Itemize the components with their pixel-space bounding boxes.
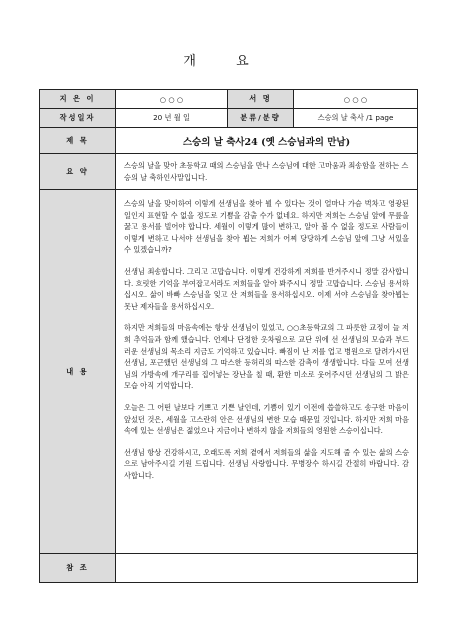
content-paragraph: 하지만 저희들의 마음속에는 항상 선생님이 있었고, ○○초등학교의 그 파릇한 교정이 늘 저희 추억들과 함께 했습니다. 언제나 단정한 옷차림으로 교단 위에 선 선생님의 모습과 부드러운 선생님의 목소리 지금도 기억하고 있습니다. 빠짐이 난 저를 업고 병원으로 달려가시던 선생님, 포근했던 선생님의 그 따스한 등허리의 따스한 감촉이 생생합니다. 다들 모여 선생님의 가방속에 개구리를 집어넣는 장난을 칠 때, 환한 미소로 웃어주시던 선생님의 그 밝은 모습 아직 기억합니다. xyxy=(124,323,409,391)
content-body xyxy=(116,190,418,554)
content-paragraph: 스승의 날을 맞이하여 이렇게 선생님을 찾아 뵐 수 있다는 것이 얼마나 가슴 벅차고 영광된 일인지 표현할 수 없을 정도로 기쁨을 감출 수가 없네요. 하지만 저희는 스승님 앞에 무릎을 꿇고 용서를 빌어야 합니다. 세월이 이렇게 많이 변하고, 알아 볼 수 없을 정도로 사람들이 이렇게 변하고 나서야 선생님을 찾아 뵙는 저희가 어찌 당당하게 스승님 앞에 그냥 서있을 수 있겠습니까? xyxy=(124,199,409,255)
subject-label: 제 목 xyxy=(40,128,116,154)
content-label: 내 용 xyxy=(40,190,116,554)
signature-label: 서 명 xyxy=(228,90,294,109)
summary-row xyxy=(40,154,418,190)
content-row xyxy=(40,190,418,554)
signature-value: ○ ○ ○ xyxy=(294,90,418,109)
reference-row xyxy=(40,554,418,583)
page-title: 개 요 xyxy=(183,54,267,69)
author-row xyxy=(40,90,418,109)
date-row xyxy=(40,109,418,128)
summary-text: 스승의 날을 맞아 초등학교 때의 스승님을 만나 스승님에 대한 고마움과 죄송함을 전하는 스승의 날 축하인사말입니다. xyxy=(116,154,418,190)
date-label: 작성일자 xyxy=(40,109,116,128)
reference-label: 참 조 xyxy=(40,554,116,583)
content-paragraph: 오늘은 그 어떤 날보다 기쁘고 기쁜 날인데, 기쁨이 있기 이전에 씁쓸하고도 송구한 마음이 앞섰던 것은, 세월을 고스란히 안은 선생님의 변한 모습 때문일 것입니다. 하지만 저희 마음속에 있는 선생님은 젊었으나 지금이나 변하지 않을 저희들의 영원한 스승이십니다. xyxy=(124,402,409,436)
summary-label: 요 약 xyxy=(40,154,116,190)
reference-value xyxy=(116,554,418,583)
subject-value: 스승의 날 축사24 (옛 스승님과의 만남) xyxy=(116,128,418,154)
category-value: 스승의 날 축사 /1 page xyxy=(294,109,418,128)
summary-form-table xyxy=(39,89,418,583)
category-label: 분류/분량 xyxy=(228,109,294,128)
author-label: 지 은 이 xyxy=(40,90,116,109)
author-value: ○ ○ ○ xyxy=(116,90,228,109)
content-paragraph: 선생님 죄송합니다. 그리고 고맙습니다. 이렇게 건강하게 저희를 반겨주시니 정말 감사합니다. 흐릿한 기억을 부여잡고서라도 저희들을 알아 봐주시니 정말 고맙습니다. 스승님 용서하십시오. 삶이 바빠 스승님을 잊고 산 저희들을 용서하십시오. 이제 서야 스승님을 찾아뵙는 못난 제자들을 용서하십시오. xyxy=(124,266,409,311)
content-paragraph: 선생님 항상 건강하시고, 오래도록 저희 곁에서 저희들의 삶을 지도해 줄 수 있는 삶의 스승으로 남아주시길 기원 드립니다. 선생님 사랑합니다. 무병장수 하시길 간절히 바랍니다. 감사합니다. xyxy=(124,447,409,480)
subject-row xyxy=(40,128,418,154)
date-value: 20 년 월 일 xyxy=(116,109,228,128)
